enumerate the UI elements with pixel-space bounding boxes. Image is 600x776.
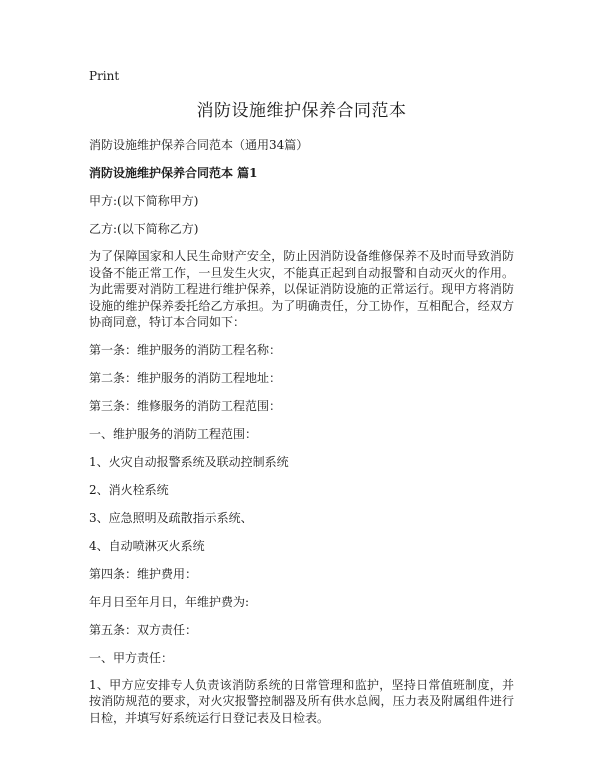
scope-item-1: 1、火灾自动报警系统及联动控制系统 (89, 454, 289, 469)
section-heading: 消防设施维护保养合同范本 篇1 (89, 166, 258, 180)
fee-period-line: 年月日至年月日，年维护费为: (89, 594, 250, 609)
clause-5: 第五条：双方责任： (89, 622, 198, 637)
party-a-duty-1: 1、甲方应安排专人负责该消防系统的日常管理和监护，坚持日常值班制度，并按消防规范的要求，对火灾报警控制器及所有供水总阀，压力表及附属组件进行日检，并填写好系统运行日登记表及日检表。 (89, 677, 514, 725)
clause-4: 第四条：维护费用： (89, 566, 198, 581)
clause-3: 第三条：维修服务的消防工程范围： (89, 398, 282, 413)
document-title: 消防设施维护保养合同范本 (196, 101, 407, 121)
preamble-paragraph: 为了保障国家和人民生命财产安全，防止因消防设备维修保养不及时而导致消防设备不能正常工作，一旦发生火灾，不能真正起到自动报警和自动灭火的作用。为此需要对消防工程进行维护保养，以保证消防设施的正常运行。现甲方将消防设施的维护保养委托给乙方承担。为了明确责任，分工协作，互相配合，经双方协商同意，特订本合同如下： (89, 249, 514, 329)
scope-heading: 一、维护服务的消防工程范围： (89, 426, 258, 441)
scope-item-2: 2、消火栓系统 (89, 482, 169, 497)
scope-item-4: 4、自动喷淋灭火系统 (89, 538, 205, 553)
document-subtitle: 消防设施维护保养合同范本（通用34篇） (89, 138, 309, 152)
clause-2: 第二条：维护服务的消防工程地址： (89, 370, 282, 385)
clause-1: 第一条：维护服务的消防工程名称： (89, 342, 282, 357)
party-a-duties-heading: 一、甲方责任： (89, 650, 174, 665)
party-b-line: 乙方:(以下简称乙方) (89, 222, 199, 236)
party-a-line: 甲方:(以下简称甲方) (89, 194, 199, 208)
scope-item-3: 3、应急照明及疏散指示系统、 (89, 510, 253, 525)
print-label[interactable]: Print (89, 69, 120, 83)
